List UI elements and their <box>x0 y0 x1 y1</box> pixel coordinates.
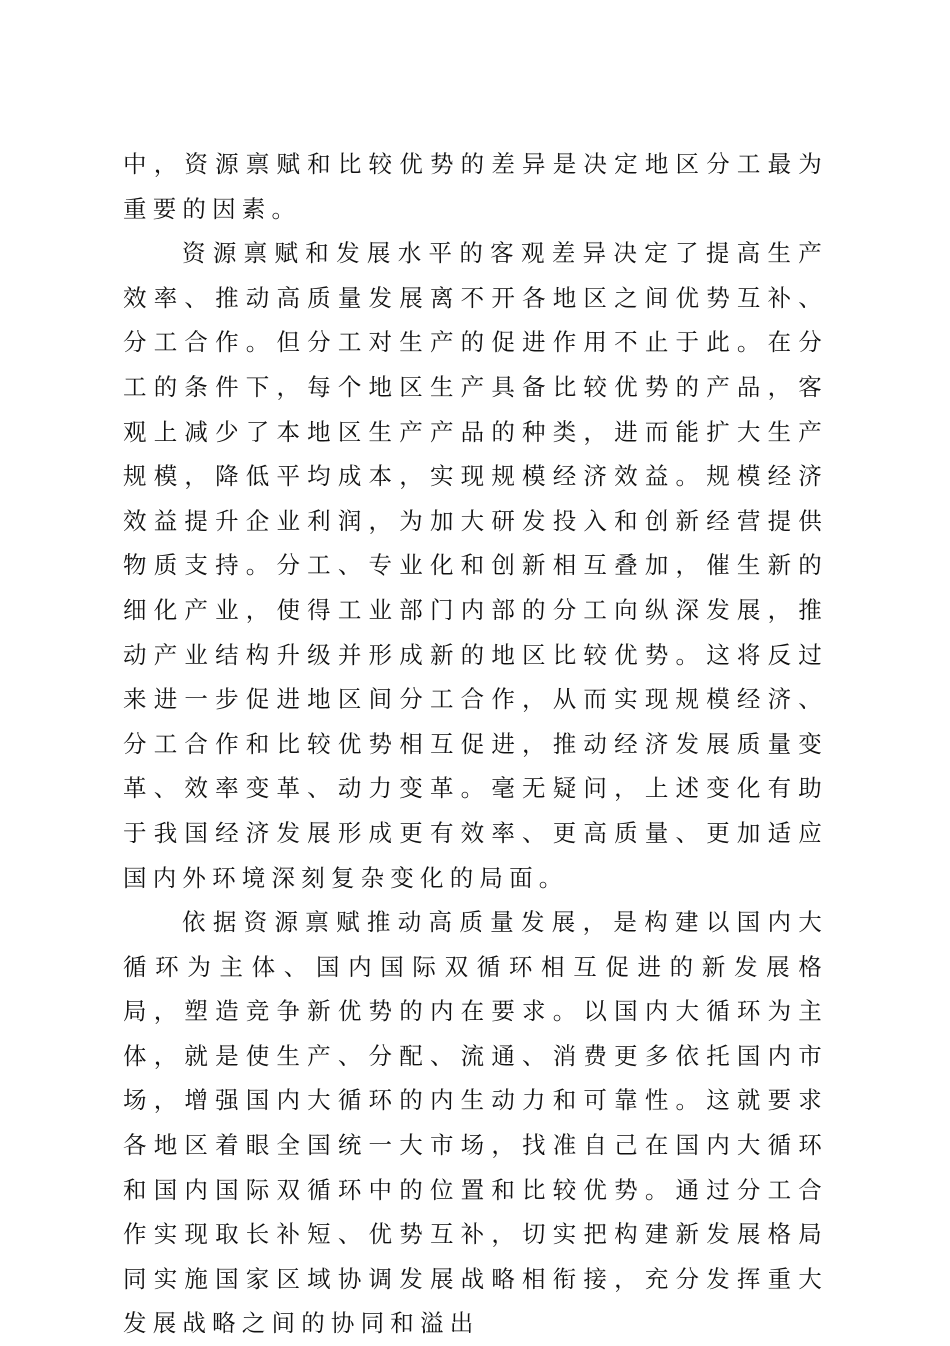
paragraph-continuation: 中，资源禀赋和比较优势的差异是决定地区分工最为重要的因素。 <box>123 150 828 223</box>
body-text <box>123 142 828 1346</box>
paragraph-new-development-pattern: 依据资源禀赋推动高质量发展，是构建以国内大循环为主体、国内国际双循环相互促进的新发展格局，塑造竞争新优势的内在要求。以国内大循环为主体，就是使生产、分配、流通、消费更多依托国内市场，增强国内大循环的内生动力和可靠性。这就要求各地区着眼全国统一大市场，找准自己在国内大循环和国内国际双循环中的位置和比较优势。通过分工合作实现取长补短、优势互补，切实把构建新发展格局同实施国家区域协调发展战略相衔接，充分发挥重大发展战略之间的协同和溢出 <box>123 908 828 1338</box>
paragraph-division-of-labor: 资源禀赋和发展水平的客观差异决定了提高生产效率、推动高质量发展离不开各地区之间优势互补、分工合作。但分工对生产的促进作用不止于此。在分工的条件下，每个地区生产具备比较优势的产品，客观上减少了本地区生产产品的种类，进而能扩大生产规模，降低平均成本，实现规模经济效益。规模经济效益提升企业利润，为加大研发投入和创新经营提供物质支持。分工、专业化和创新相互叠加，催生新的细化产业，使得工业部门内部的分工向纵深发展，推动产业结构升级并形成新的地区比较优势。这将反过来进一步促进地区间分工合作，从而实现规模经济、分工合作和比较优势相互促进，推动经济发展质量变革、效率变革、动力变革。毫无疑问，上述变化有助于我国经济发展形成更有效率、更高质量、更加适应国内外环境深刻复杂变化的局面。 <box>123 239 828 892</box>
